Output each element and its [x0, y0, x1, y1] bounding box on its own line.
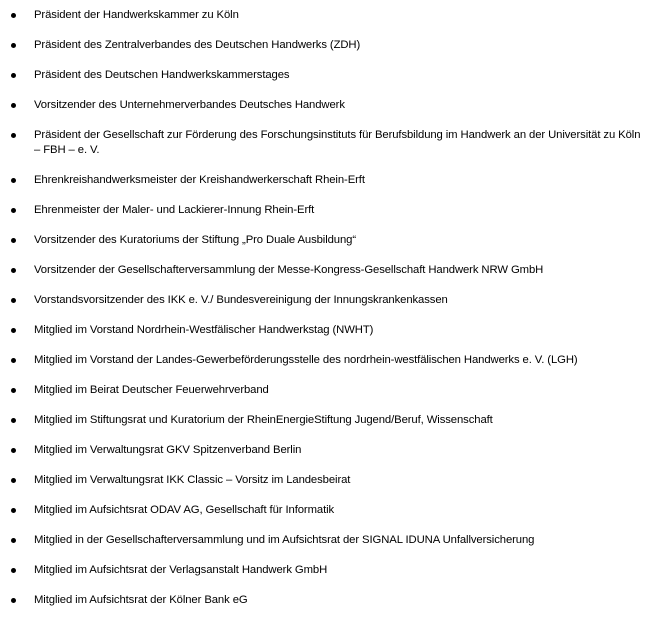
bullet-icon	[11, 208, 16, 213]
bullet-icon	[11, 43, 16, 48]
bullet-icon	[11, 268, 16, 273]
list-spacer	[0, 518, 656, 533]
list-item	[0, 68, 656, 83]
list-item-text: Mitglied im Vorstand Nordrhein-Westfälischer Handwerkstag (NWHT)	[34, 324, 374, 336]
list-item-text: Mitglied im Aufsichtsrat der Verlagsanstalt Handwerk GmbH	[34, 564, 328, 576]
list-spacer	[0, 398, 656, 413]
list-item	[0, 173, 656, 188]
list-item	[0, 323, 656, 338]
bullet-icon	[11, 103, 16, 108]
list-spacer	[0, 278, 656, 293]
bullet-icon	[11, 73, 16, 78]
list-item	[0, 203, 656, 218]
list-item-text: Präsident der Handwerkskammer zu Köln	[34, 9, 239, 21]
list-spacer	[0, 488, 656, 503]
bullet-icon	[11, 358, 16, 363]
list-item	[0, 293, 656, 308]
bullet-icon	[11, 388, 16, 393]
list-spacer	[0, 218, 656, 233]
list-item-text: Mitglied im Aufsichtsrat der Kölner Bank eG	[34, 594, 248, 606]
list-item-text: Vorsitzender der Gesellschafterversammlung der Messe-Kongress-Gesellschaft Handwerk NRW GmbH	[34, 264, 544, 276]
list-spacer	[0, 248, 656, 263]
list-spacer	[0, 188, 656, 203]
list-spacer	[0, 368, 656, 383]
bullet-icon	[11, 568, 16, 573]
list-spacer	[0, 338, 656, 353]
list-item-text: Präsident des Deutschen Handwerkskammerstages	[34, 69, 290, 81]
functions-list	[0, 8, 656, 608]
list-item-text: Vorsitzender des Kuratoriums der Stiftung „Pro Duale Ausbildung“	[34, 234, 357, 246]
bullet-icon	[11, 328, 16, 333]
list-item	[0, 563, 656, 578]
bullet-icon	[11, 133, 16, 138]
list-item-text: Präsident des Zentralverbandes des Deutschen Handwerks (ZDH)	[34, 39, 361, 51]
bullet-icon	[11, 418, 16, 423]
list-item-text: Mitglied im Vorstand der Landes-Gewerbeförderungsstelle des nordrhein-westfälischen Handwerks e. V. (LGH)	[34, 354, 578, 366]
list-item-text: Präsident der Gesellschaft zur Förderung des Forschungsinstituts für Berufsbildung im Handwerk an der Universität zu Köln – FBH – e. V.	[34, 129, 641, 156]
list-item	[0, 263, 656, 278]
bullet-icon	[11, 538, 16, 543]
list-item	[0, 413, 656, 428]
list-item	[0, 443, 656, 458]
list-spacer	[0, 23, 656, 38]
list-spacer	[0, 158, 656, 173]
bullet-icon	[11, 508, 16, 513]
list-item	[0, 38, 656, 53]
list-spacer	[0, 83, 656, 98]
list-item	[0, 8, 656, 23]
list-item-text: Mitglied im Stiftungsrat und Kuratorium der RheinEnergieStiftung Jugend/Beruf, Wissenschaft	[34, 414, 493, 426]
list-item-text: Vorstandsvorsitzender des IKK e. V./ Bundesvereinigung der Innungskrankenkassen	[34, 294, 448, 306]
list-item	[0, 98, 656, 113]
list-item-text: Mitglied im Verwaltungsrat GKV Spitzenverband Berlin	[34, 444, 302, 456]
bullet-icon	[11, 298, 16, 303]
list-item	[0, 503, 656, 518]
list-spacer	[0, 458, 656, 473]
list-item-text: Ehrenkreishandwerksmeister der Kreishandwerkerschaft Rhein-Erft	[34, 174, 365, 186]
bullet-icon	[11, 178, 16, 183]
list-spacer	[0, 548, 656, 563]
list-spacer	[0, 53, 656, 68]
bullet-icon	[11, 238, 16, 243]
list-item-text: Vorsitzender des Unternehmerverbandes Deutsches Handwerk	[34, 99, 345, 111]
list-spacer	[0, 578, 656, 593]
list-spacer	[0, 113, 656, 128]
bullet-icon	[11, 13, 16, 18]
bullet-icon	[11, 448, 16, 453]
list-item	[0, 473, 656, 488]
list-item	[0, 128, 656, 158]
list-item-text: Ehrenmeister der Maler- und Lackierer-Innung Rhein-Erft	[34, 204, 315, 216]
list-item	[0, 353, 656, 368]
list-spacer	[0, 308, 656, 323]
bullet-icon	[11, 598, 16, 603]
list-item	[0, 533, 656, 548]
list-item-text: Mitglied im Aufsichtsrat ODAV AG, Gesellschaft für Informatik	[34, 504, 335, 516]
list-item-text: Mitglied im Beirat Deutscher Feuerwehrverband	[34, 384, 269, 396]
list-item	[0, 593, 656, 608]
list-item	[0, 383, 656, 398]
list-spacer	[0, 428, 656, 443]
list-item-text: Mitglied im Verwaltungsrat IKK Classic – Vorsitz im Landesbeirat	[34, 474, 351, 486]
list-item	[0, 233, 656, 248]
list-item-text: Mitglied in der Gesellschafterversammlung und im Aufsichtsrat der SIGNAL IDUNA Unfallversicherung	[34, 534, 535, 546]
bullet-icon	[11, 478, 16, 483]
